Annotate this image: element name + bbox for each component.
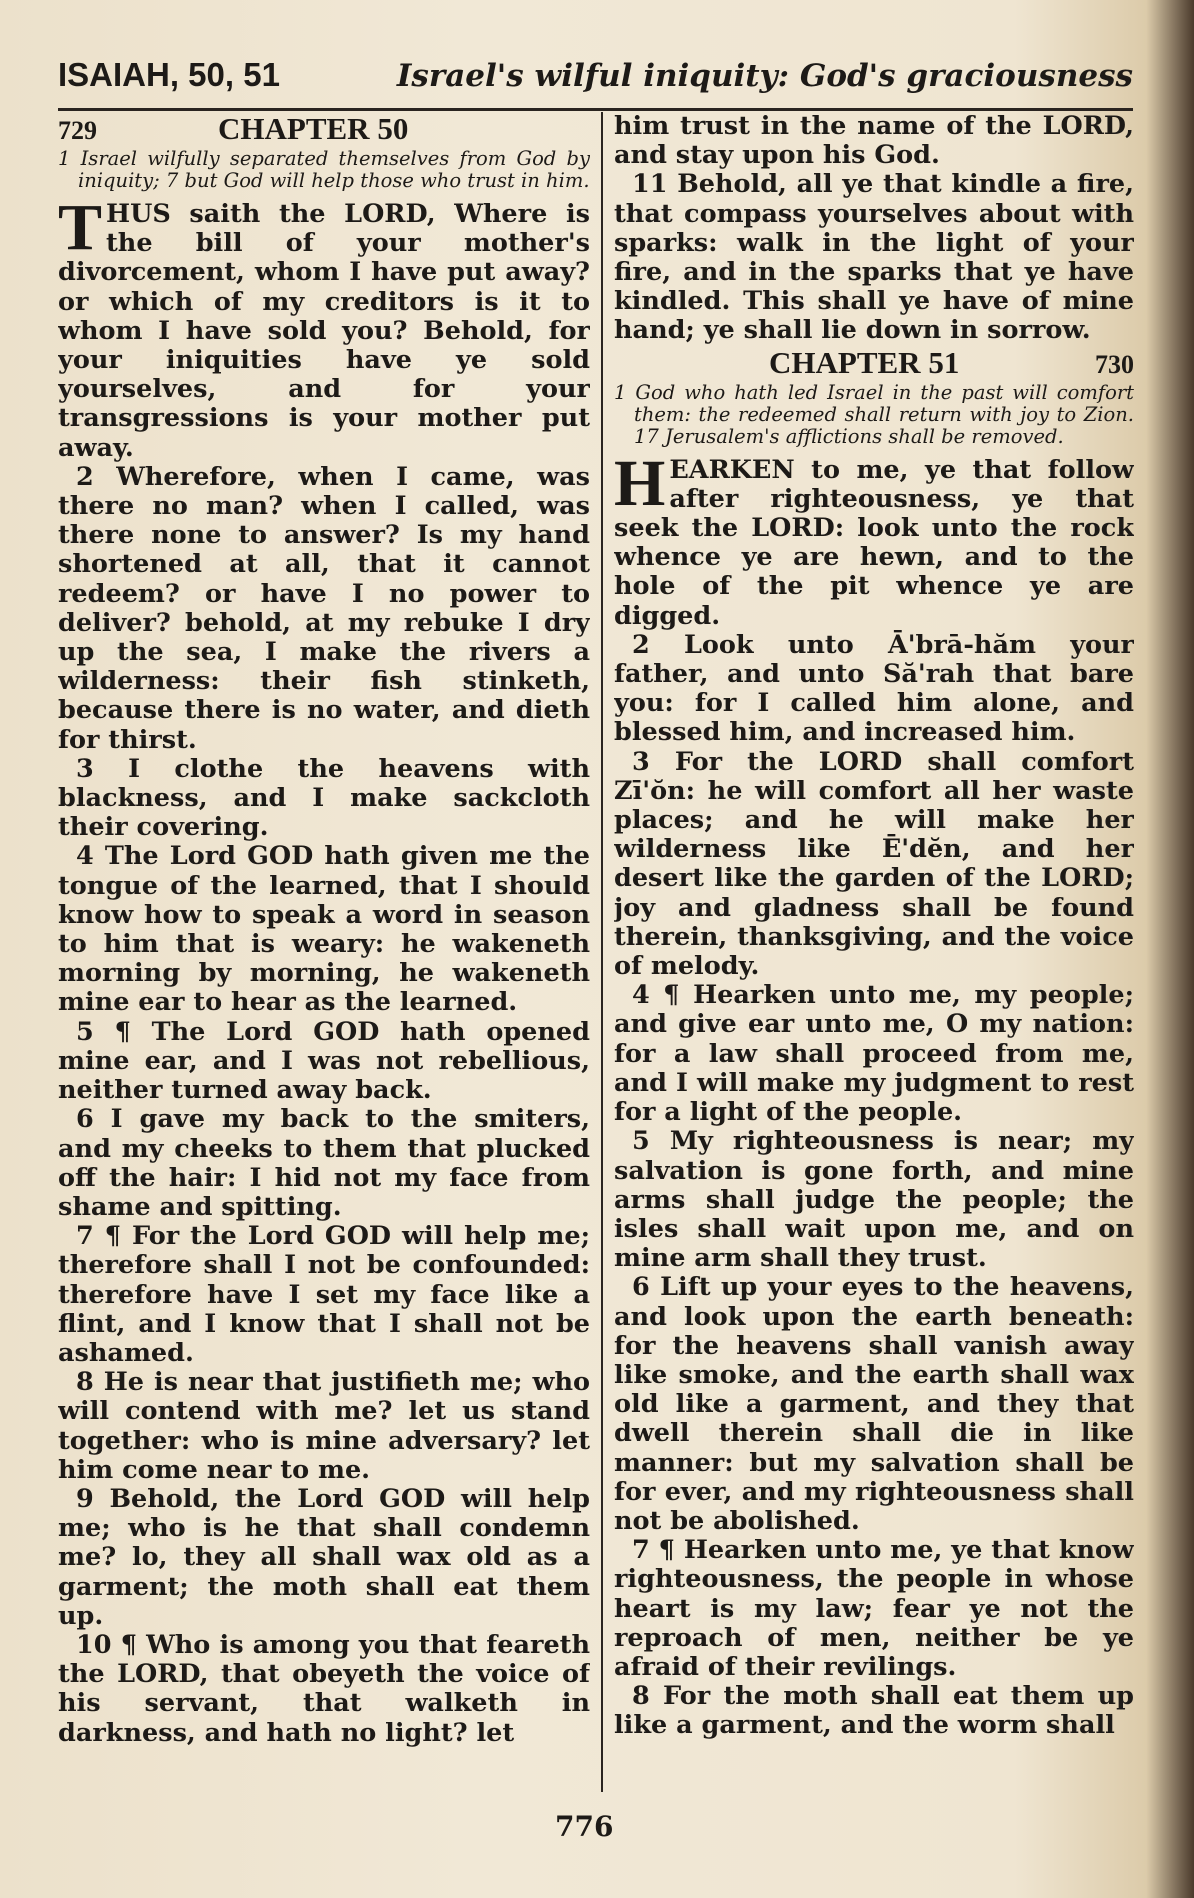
verse: 7 ¶ Hearken unto me, ye that know righteousness, the people in whose heart is my law; fear ye not the reproach of men, neither be ye afraid of their revilings.	[614, 1535, 1134, 1682]
verse: 6 I gave my back to the smiters, and my cheeks to them that plucked off the hair: I hid not my face from shame and spitting.	[58, 1104, 590, 1222]
book-reference: ISAIAH, 50, 51	[58, 56, 280, 93]
verse: 4 ¶ Hearken unto me, my people; and give ear unto me, O my nation: for a law shall proceed from me, and I will make my judgment to rest for a light of the people.	[614, 980, 1134, 1128]
running-header	[58, 52, 1133, 111]
chapter-50-heading	[58, 112, 590, 148]
right-column	[614, 112, 1134, 1802]
verse-text: HUS saith the LORD, Where is the bill of your mother's divorcement, whom I have put away? or which of my creditors is it to whom I have sold you? Behold, for your iniquities have ye sold yourselves, and for your transgressions is your mother put away.	[58, 199, 590, 463]
verse: 6 Lift up your eyes to the heavens, and look upon the earth beneath: for the heavens shall vanish away like smoke, and the earth shall wax old like a garment, and they that dwell therein shall die in like manner: but my salvation shall be for ever, and my righteousness shall not be abolished.	[614, 1272, 1134, 1536]
verse: 7 ¶ For the Lord GOD will help me; therefore shall I not be confounded: therefore have I set my face like a flint, and I know that I shall not be ashamed.	[58, 1221, 590, 1368]
chapter-number: 730	[1095, 349, 1134, 379]
verse: 3 For the LORD shall comfort Zī'ŏn: he will comfort all her waste places; and he will make her wilderness like Ē'dĕn, and her desert like the garden of the LORD; joy and gladness shall be found therein, thanksgiving, and the voice of melody.	[614, 746, 1134, 982]
column-divider	[601, 112, 603, 1792]
verse: 5 ¶ The Lord GOD hath opened mine ear, and I was not rebellious, neither turned away back.	[58, 1016, 590, 1106]
verse: 4 The Lord GOD hath given me the tongue of the learned, that I should know how to speak a word in season to him that is weary: he wakeneth morning by morning, he wakeneth mine ear to hear as the learned.	[58, 841, 590, 1018]
left-column	[58, 112, 590, 1802]
verse: 8 He is near that justifieth me; who will contend with me? let us stand together: who is mine adversary? let him come near to me.	[58, 1367, 590, 1485]
verse-1	[614, 446, 1134, 631]
chapter-51-heading	[614, 346, 1134, 382]
drop-cap: H	[614, 446, 666, 520]
verse: 8 For the moth shall eat them up like a garment, and the worm shall	[614, 1681, 1134, 1741]
chapter-title: CHAPTER 50	[218, 112, 409, 146]
chapter-number: 729	[58, 116, 97, 145]
section-heading: Israel's wilful iniquity: God's graciousness	[396, 58, 1133, 94]
verse-text: EARKEN to me, ye that follow after righteousness, ye that seek the LORD: look unto the rock whence ye are hewn, and to the hole of the pit whence ye are digged.	[614, 454, 1134, 631]
verse-continuation: him trust in the name of the LORD, and stay upon his God.	[614, 112, 1134, 171]
chapter-summary: 1 Israel wilfully separated themselves from God by iniquity; 7 but God will help those who trust in him.	[58, 147, 590, 192]
verse: 2 Look unto Ā'brā-hăm your father, and unto Să'rah that bare you: for I called him alone, and blessed him, and increased him.	[614, 629, 1134, 748]
verse: 10 ¶ Who is among you that feareth the LORD, that obeyeth the voice of his servant, that walketh in darkness, and hath no light? let	[58, 1629, 590, 1748]
verse-1	[58, 191, 590, 463]
verse: 9 Behold, the Lord GOD will help me; who is he that shall condemn me? lo, they all shall wax old as a garment; the moth shall eat them up.	[58, 1483, 590, 1631]
page-number: 776	[555, 1810, 614, 1843]
verse: 5 My righteousness is near; my salvation is gone forth, and mine arms shall judge the people; the isles shall wait upon me, and on mine arm shall they trust.	[614, 1126, 1134, 1274]
verse: 11 Behold, all ye that kindle a fire, that compass yourselves about with sparks: walk in the light of your fire, and in the sparks that ye have kindled. This shall ye have of mine hand; ye shall lie down in sorrow.	[614, 169, 1134, 346]
chapter-summary: 1 God who hath led Israel in the past will comfort them: the redeemed shall return with joy to Zion. 17 Jerusalem's afflictions shall be removed.	[614, 380, 1134, 448]
verse: 3 I clothe the heavens with blackness, and I make sackcloth their covering.	[58, 753, 590, 843]
chapter-title: CHAPTER 51	[769, 344, 960, 380]
drop-cap: T	[58, 191, 103, 264]
verse: 2 Wherefore, when I came, was there no man? when I called, was there none to answer? Is my hand shortened at all, that it cannot redeem? or have I no power to deliver? behold, at my rebuke I dry up the sea, I make the rivers a wilderness: their fish stinketh, because there is no water, and dieth for thirst.	[58, 461, 590, 755]
